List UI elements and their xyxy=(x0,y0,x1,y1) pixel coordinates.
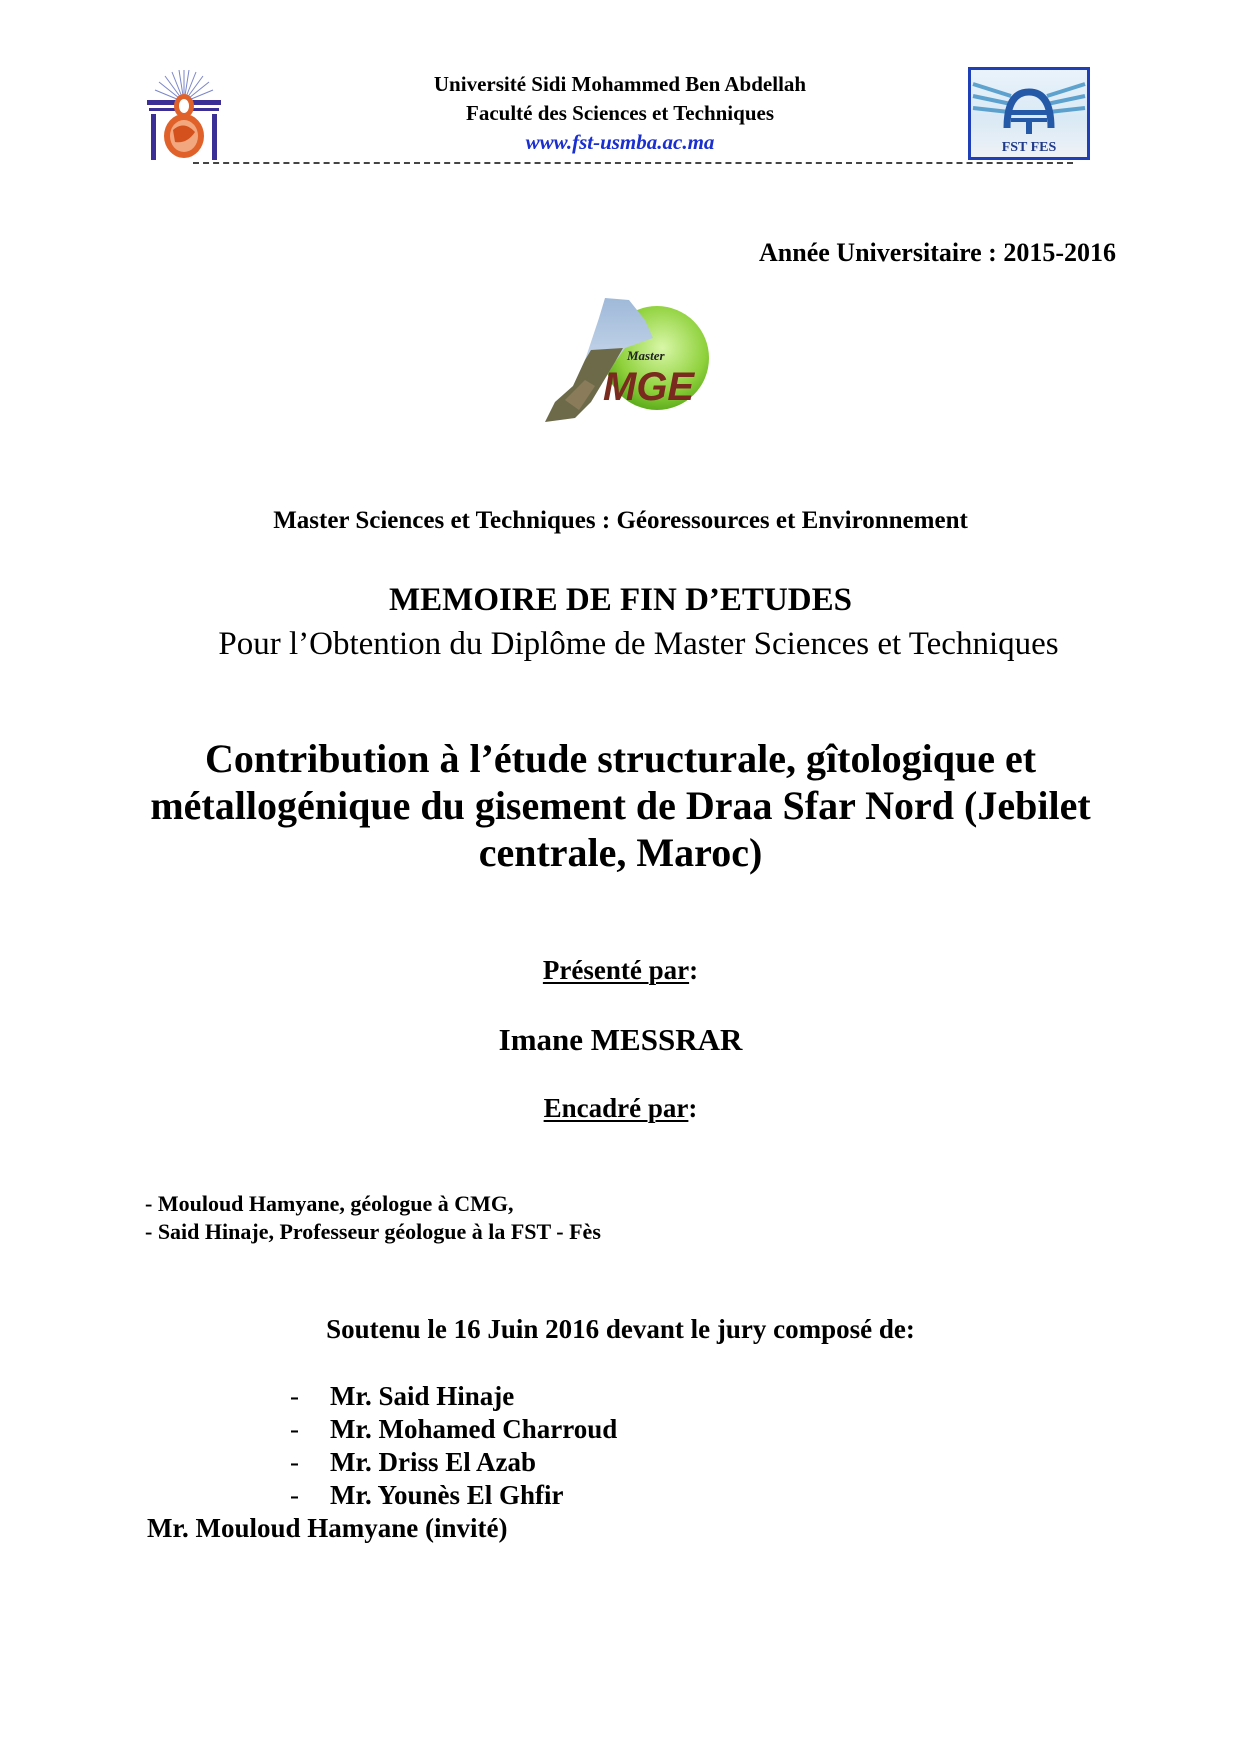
fst-fes-logo xyxy=(968,67,1090,160)
fst-fes-logo-icon xyxy=(971,70,1087,157)
supervisors-list xyxy=(145,1190,601,1246)
master-mge-logo xyxy=(545,290,725,438)
university-emblem-icon xyxy=(145,70,223,162)
faculty-name: Faculté des Sciences et Techniques xyxy=(466,101,774,125)
list-dash: - xyxy=(290,1480,299,1510)
university-emblem-logo xyxy=(145,70,223,162)
thesis-title-line: centrale, Maroc) xyxy=(478,830,763,875)
university-name: Université Sidi Mohammed Ben Abdellah xyxy=(433,72,807,96)
list-dash: - xyxy=(290,1381,299,1411)
svg-text:FST FES: FST FES xyxy=(1001,140,1057,155)
jury-member xyxy=(290,1413,617,1446)
academic-year-text: Année Universitaire : 2015-2016 xyxy=(759,238,1116,267)
jury-member-name: Mr. Driss El Azab xyxy=(330,1447,537,1477)
supervisor-item: - Said Hinaje, Professeur géologue à la FST - Fès xyxy=(145,1219,601,1244)
presented-by-text: Présenté par xyxy=(542,955,690,985)
program-name: Master Sciences et Techniques : Géoressources et Environnement xyxy=(273,507,968,534)
academic-year xyxy=(700,238,1120,268)
colon: : xyxy=(689,955,699,985)
thesis-title xyxy=(100,735,1141,876)
jury-member xyxy=(290,1446,617,1479)
supervisor-item: - Mouloud Hamyane, géologue à CMG, xyxy=(145,1191,514,1216)
author-name: Imane MESSRAR xyxy=(498,1022,743,1057)
institution-header xyxy=(300,70,940,157)
svg-text:Master: Master xyxy=(627,348,665,363)
supervised-by-text: Encadré par xyxy=(543,1093,689,1123)
presented-by-label xyxy=(0,955,1241,986)
defense-statement: Soutenu le 16 Juin 2016 devant le jury composé de: xyxy=(326,1314,915,1344)
jury-member xyxy=(290,1479,617,1512)
svg-text:MGE: MGE xyxy=(603,365,695,409)
jury-guest: Mr. Mouloud Hamyane (invité) xyxy=(147,1513,508,1543)
diploma-line: Pour l’Obtention du Diplôme de Master Sciences et Techniques xyxy=(218,626,1059,662)
website-link[interactable]: www.fst-usmba.ac.ma xyxy=(525,130,715,154)
supervised-by-label xyxy=(0,1093,1241,1124)
colon: : xyxy=(688,1093,698,1123)
thesis-title-line: Contribution à l’étude structurale, gîtologique et xyxy=(204,736,1037,781)
list-dash: - xyxy=(290,1414,299,1444)
jury-list xyxy=(290,1380,617,1512)
jury-member xyxy=(290,1380,617,1413)
header-separator xyxy=(193,162,1073,164)
thesis-title-line: métallogénique du gisement de Draa Sfar Nord (Jebilet xyxy=(150,783,1091,828)
master-mge-logo-icon xyxy=(545,290,725,438)
list-dash: - xyxy=(290,1447,299,1477)
jury-member-name: Mr. Younès El Ghfir xyxy=(330,1480,564,1510)
memoire-heading: MEMOIRE DE FIN D’ETUDES xyxy=(389,582,852,618)
jury-member-name: Mr. Said Hinaje xyxy=(330,1381,515,1411)
jury-member-name: Mr. Mohamed Charroud xyxy=(330,1414,618,1444)
